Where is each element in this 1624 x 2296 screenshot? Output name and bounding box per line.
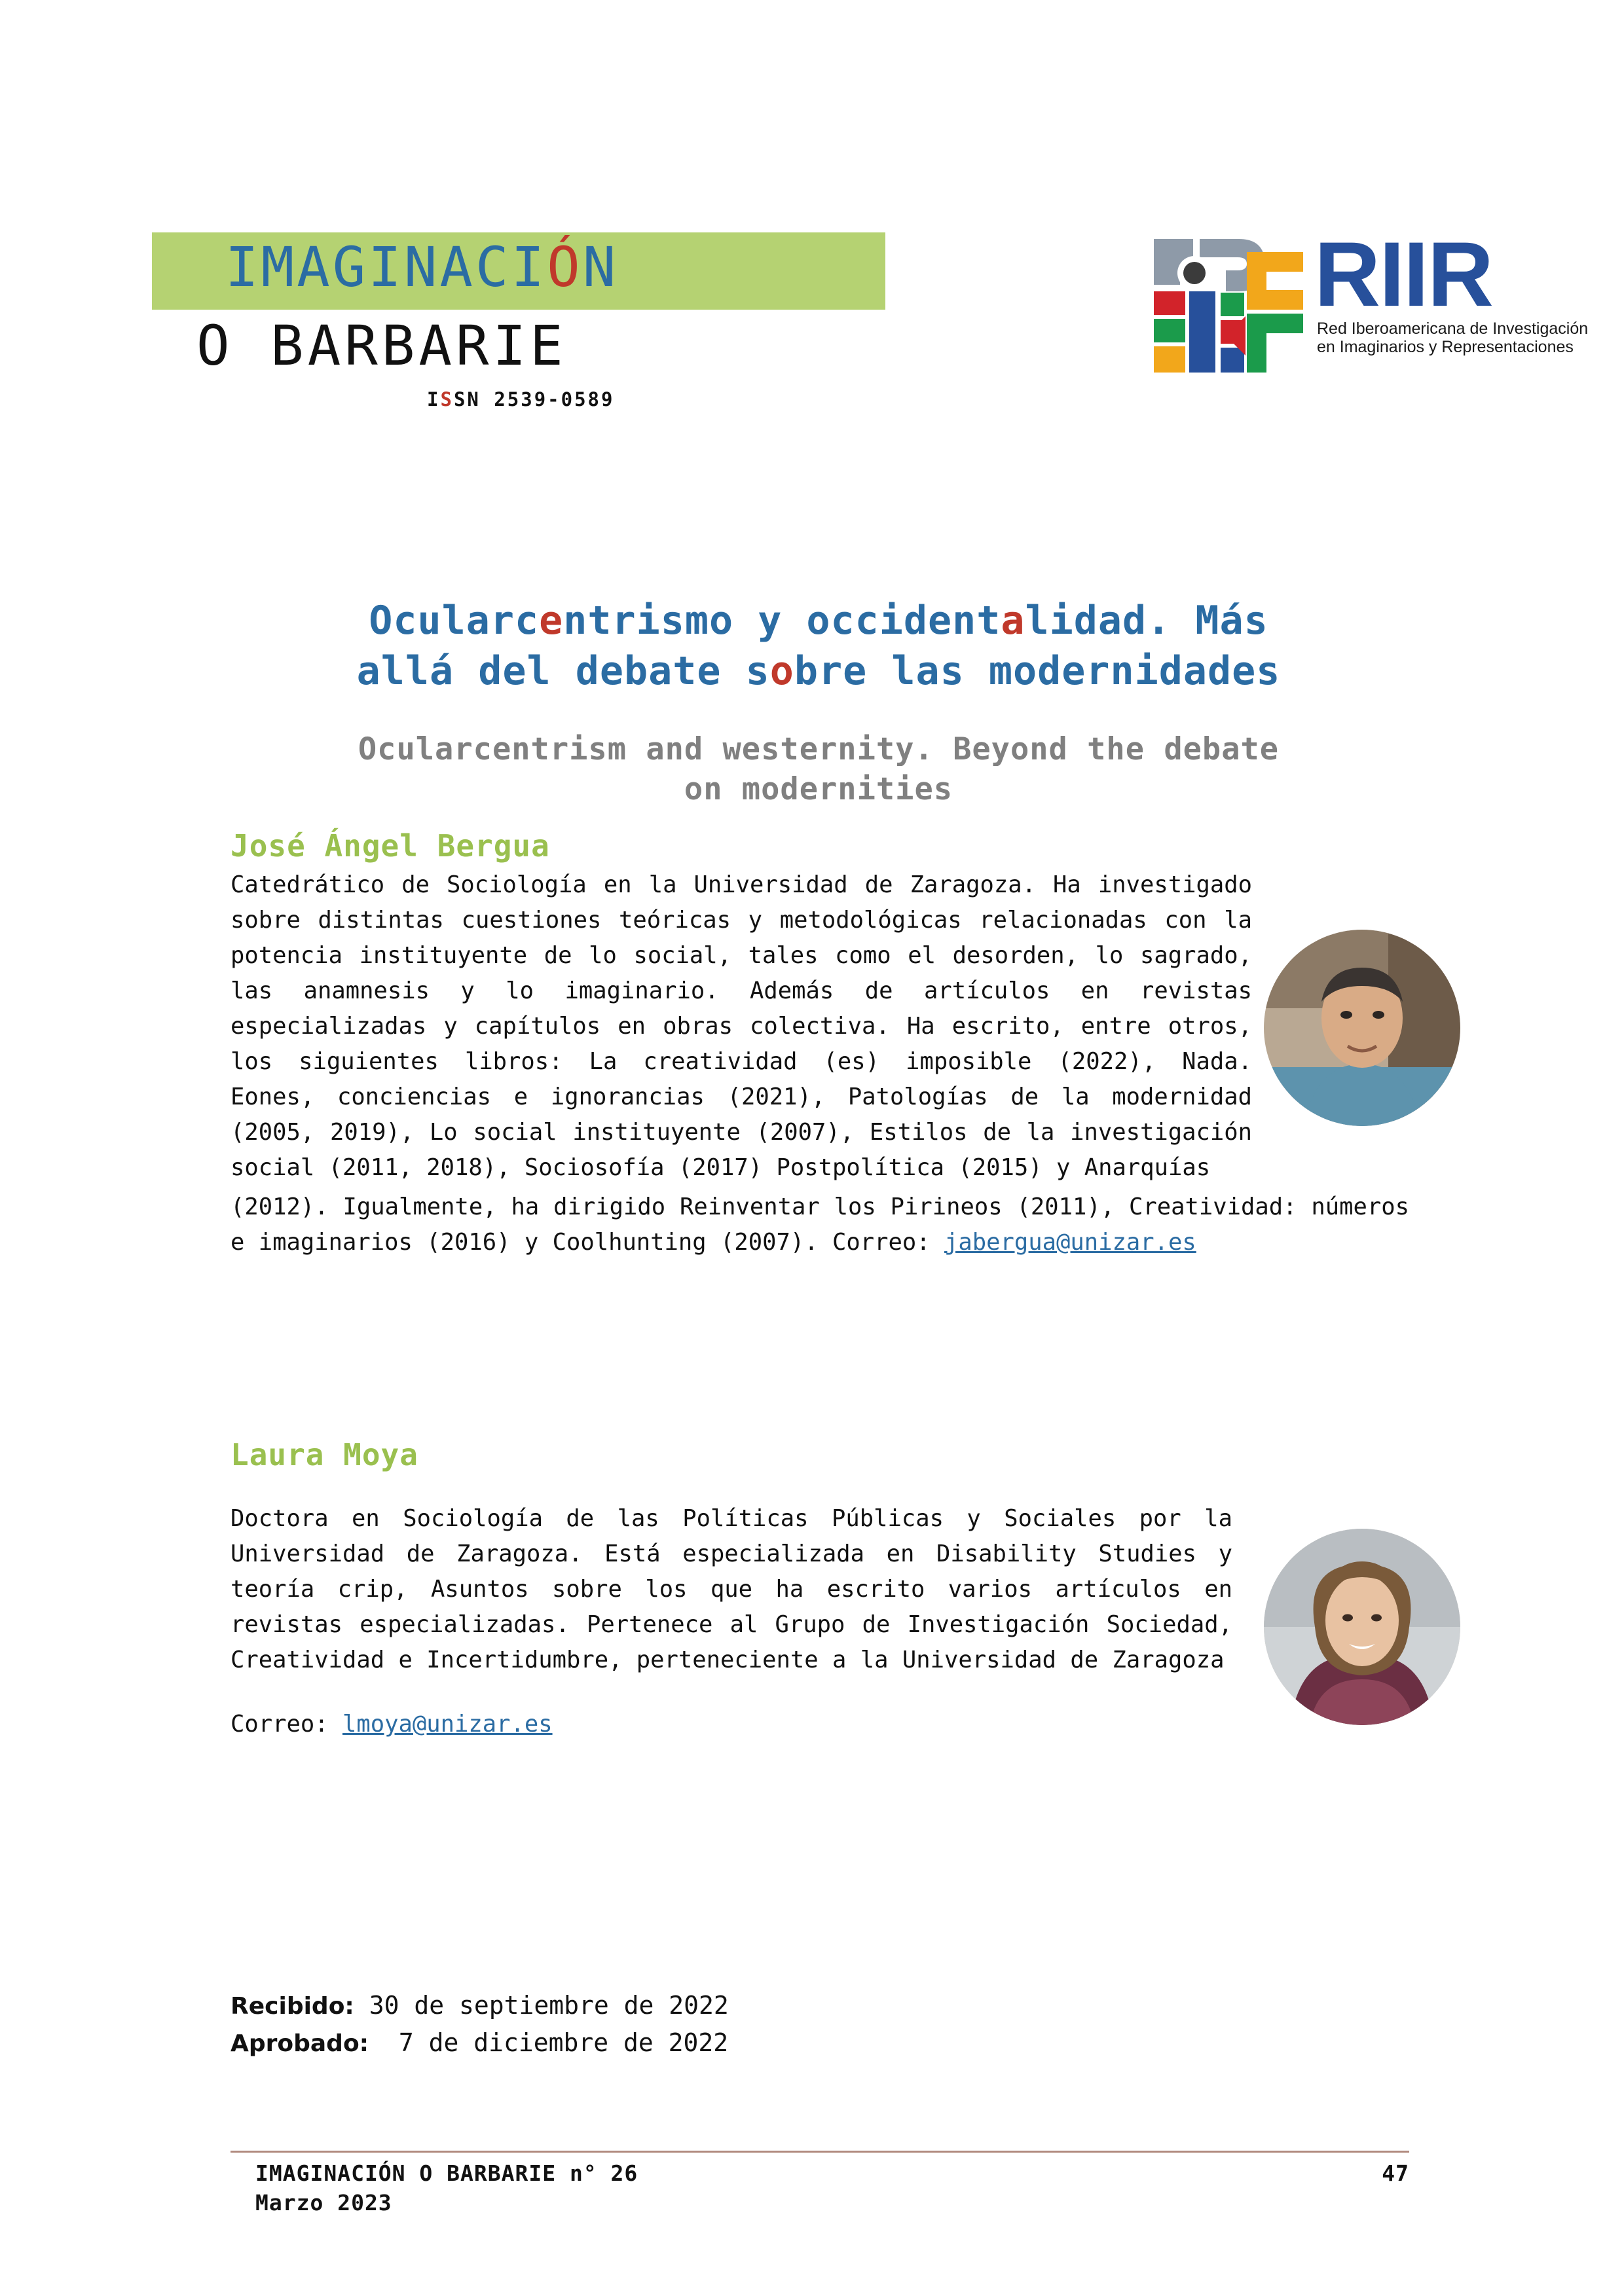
page-title-spanish [216, 596, 1421, 697]
title-es-highlight-a: a [1001, 598, 1025, 644]
riir-logo-text [1314, 223, 1615, 359]
title-es-part3: lidad. Más [1025, 598, 1268, 644]
riir-subtitle-line2: en Imaginarios y Representaciones [1317, 337, 1574, 356]
author-photo-2 [1264, 1529, 1460, 1725]
title-es-part2: ntrismo y occident [563, 598, 1001, 644]
author-bio-tail-text: (2012). Igualmente, ha dirigido Reinventar los Pirineos (2011), Creatividad: números e imaginarios (2016) y Coolhunting (2007). Correo: [231, 1193, 1409, 1256]
approved-value: 7 de diciembre de 2022 [398, 2028, 729, 2057]
author-email-link[interactable]: lmoya@unizar.es [342, 1710, 553, 1738]
author-bio-tail-text: Correo: [231, 1710, 342, 1738]
riir-acronym: RIIR [1314, 223, 1492, 325]
masthead [152, 223, 1589, 429]
title-es-highlight-e: e [539, 598, 564, 644]
author-photo-1 [1264, 930, 1460, 1126]
footer-main-row [255, 2160, 1409, 2186]
title-es-line2-part1: allá del debate s [356, 647, 770, 694]
received-row [231, 1987, 729, 2024]
issn-text [427, 388, 885, 410]
riir-logo-mark-icon [1147, 232, 1311, 383]
title-es-highlight-o: o [769, 647, 794, 694]
author-bio: Catedrático de Sociología en la Universidad de Zaragoza. Ha investigado sobre distintas cuestiones teóricas y metodológicas relacionadas con la potencia instituyente de lo social, tales como el desorden, lo sagrado, las anamnesis y lo imaginario. Además de artículos en revistas especializadas y capítulos en obras colectiva. Ha escrito, entre otros, los siguientes libros: La creatividad (es) imposible (2022), Nada. Eones, conciencias e ignorancias (2021), Patologías de la modernidad (2005, 2019), Lo social instituyente (2007), Estilos de la investigación social (2011, 2018), Sociosofía (2017) Postpolítica (2015) y Anarquías [231, 871, 1252, 1181]
author-block-1 [231, 828, 1409, 1260]
riir-subtitle-line1: Red Iberoamericana de Investigación [1317, 319, 1589, 338]
submission-dates [231, 1987, 729, 2062]
page-footer [255, 2160, 1409, 2215]
author-name: José Ángel Bergua [231, 828, 550, 864]
page-title-english [216, 729, 1421, 809]
author-email-link[interactable]: jabergua@unizar.es [944, 1228, 1196, 1256]
author-bio-continued [231, 1190, 1409, 1260]
journal-title-line1-a: IMAGINACI [225, 235, 547, 299]
journal-title-banner [152, 232, 885, 310]
author-bio: Doctora en Sociología de las Políticas Públicas y Sociales por la Universidad de Zaragoza. Está especializada en Disability Studies y teoría crip, Asuntos sobre los que ha escrito varios artículos en revistas especializadas. Pertenece al Grupo de Investigación Sociedad, Creatividad e Incertidumbre, perteneciente a la Universidad de Zaragoza [231, 1505, 1232, 1673]
title-es-line2-part2: bre las modernidades [794, 647, 1281, 694]
author-bio-continued [231, 1707, 1232, 1742]
journal-logo [152, 232, 885, 410]
received-label: Recibido: [231, 1993, 354, 2020]
received-value: 30 de septiembre de 2022 [369, 1991, 729, 2020]
approved-label: Aprobado: [231, 2030, 369, 2057]
author-block-2 [231, 1437, 1409, 1742]
title-en-line2: on modernities [684, 771, 953, 808]
footer-date: Marzo 2023 [255, 2190, 392, 2215]
footer-page-number: 47 [1382, 2160, 1409, 2186]
approved-row [231, 2024, 729, 2062]
journal-title-line1-b: N [582, 235, 619, 299]
title-en-line1: Ocularcentrism and westernity. Beyond the debate [358, 731, 1280, 767]
issn-prefix: I [427, 388, 441, 410]
footer-divider [231, 2151, 1409, 2153]
issn-number: SN 2539-0589 [453, 388, 615, 410]
footer-journal-issue: IMAGINACIÓN O BARBARIE n° 26 [255, 2160, 638, 2186]
issn-accent-s: S [440, 388, 454, 410]
journal-title-accent-o: Ó [547, 235, 583, 299]
author-name: Laura Moya [231, 1437, 418, 1472]
riir-logo [1147, 223, 1619, 390]
title-es-part1: Ocularc [369, 598, 540, 644]
journal-title-line2: O BARBARIE [196, 314, 567, 378]
journal-title-line1 [225, 235, 618, 299]
